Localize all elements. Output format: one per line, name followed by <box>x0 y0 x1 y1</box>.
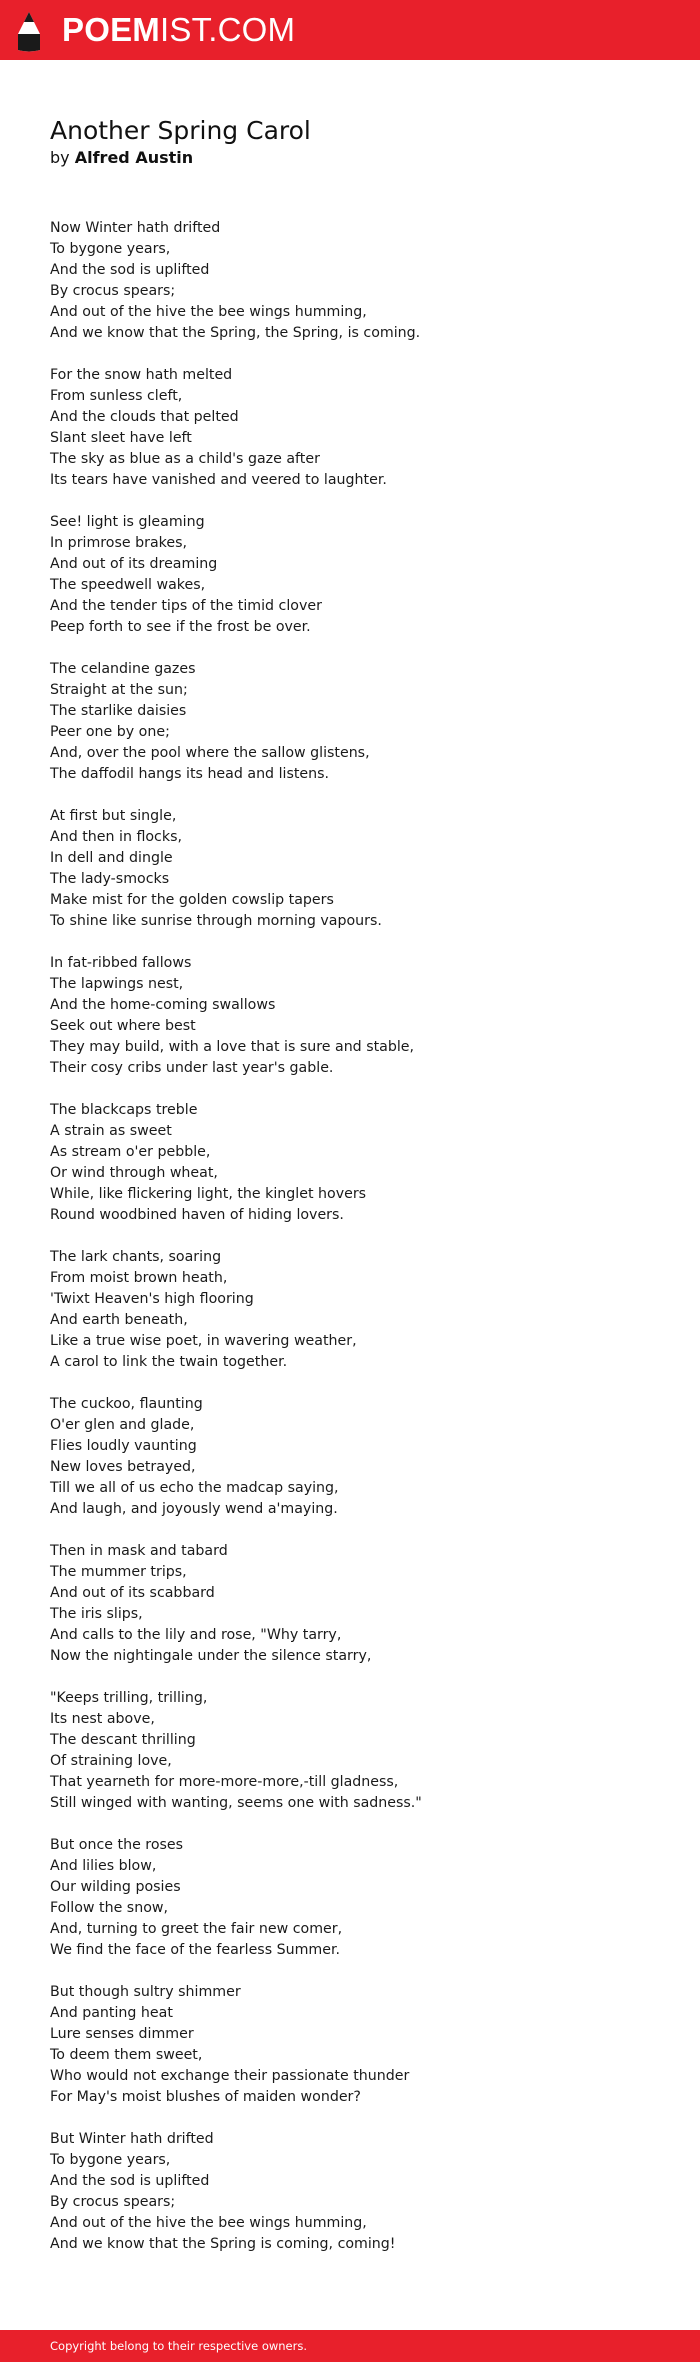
poem-line: The lapwings nest, <box>50 976 184 992</box>
poem-line: And out of its dreaming <box>50 556 218 572</box>
poem-line: Peer one by one; <box>50 724 170 740</box>
poem-line: A carol to link the twain together. <box>50 1354 288 1370</box>
poem-line: From moist brown heath, <box>50 1270 228 1286</box>
stanza <box>50 953 670 1079</box>
poem-line: And, turning to greet the fair new comer, <box>50 1921 343 1937</box>
poem-line: And out of its scabbard <box>50 1585 215 1601</box>
poem-line: The starlike daisies <box>50 703 187 719</box>
poem-line: Lure senses dimmer <box>50 2026 194 2042</box>
stanza <box>50 1982 670 2108</box>
poem-line: That yearneth for more-more-more,-till gladness, <box>50 1774 399 1790</box>
poem-line: In primrose brakes, <box>50 535 187 551</box>
poem-line: The iris slips, <box>50 1606 143 1622</box>
poem-line: We find the face of the fearless Summer. <box>50 1942 340 1958</box>
poem-line: And the tender tips of the timid clover <box>50 598 322 614</box>
poem-line: Make mist for the golden cowslip tapers <box>50 892 334 908</box>
poem-line: To deem them sweet, <box>50 2047 203 2063</box>
poem-line: The cuckoo, flaunting <box>50 1396 203 1412</box>
poem-line: And panting heat <box>50 2005 173 2021</box>
stanza <box>50 1835 670 1961</box>
poem-line: And the sod is uplifted <box>50 2173 210 2189</box>
site-footer <box>0 2330 700 2362</box>
poem-line: To bygone years, <box>50 2152 171 2168</box>
poem-line: The mummer trips, <box>50 1564 187 1580</box>
poem-title: Another Spring Carol <box>50 116 311 145</box>
author-name: Alfred Austin <box>74 148 194 167</box>
poem-line: The celandine gazes <box>50 661 196 677</box>
poem-line: In dell and dingle <box>50 850 173 866</box>
poem-line: Till we all of us echo the madcap saying, <box>50 1480 339 1496</box>
poem-line: And calls to the lily and rose, "Why tarry, <box>50 1627 342 1643</box>
poem-line: 'Twixt Heaven's high flooring <box>50 1291 254 1307</box>
poem-line: The lark chants, soaring <box>50 1249 222 1265</box>
poem-line: To shine like sunrise through morning vapours. <box>50 913 382 929</box>
poem-line: For May's moist blushes of maiden wonder? <box>50 2089 361 2105</box>
poem-line: Round woodbined haven of hiding lovers. <box>50 1207 344 1223</box>
stanza <box>50 1394 670 1520</box>
poem-line: Follow the snow, <box>50 1900 168 1916</box>
poem-line: The blackcaps treble <box>50 1102 198 1118</box>
poem-line: By crocus spears; <box>50 2194 176 2210</box>
poem-line: See! light is gleaming <box>50 514 205 530</box>
poem-line: Seek out where best <box>50 1018 196 1034</box>
poem-line: O'er glen and glade, <box>50 1417 195 1433</box>
poem-line: New loves betrayed, <box>50 1459 196 1475</box>
poem-line: Who would not exchange their passionate thunder <box>50 2068 410 2084</box>
poem-line: While, like flickering light, the kinglet hovers <box>50 1186 367 1202</box>
stanza <box>50 659 670 785</box>
poem-line: They may build, with a love that is sure and stable, <box>50 1039 415 1055</box>
poem-line: And laugh, and joyously wend a'maying. <box>50 1501 338 1517</box>
poem-line: At first but single, <box>50 808 177 824</box>
poem-line: The speedwell wakes, <box>50 577 206 593</box>
poem-line: Or wind through wheat, <box>50 1165 218 1181</box>
poem-line: Flies loudly vaunting <box>50 1438 197 1454</box>
poem-line: Now Winter hath drifted <box>50 220 221 236</box>
poem-line: The lady-smocks <box>50 871 170 887</box>
stanza <box>50 218 670 344</box>
stanza <box>50 1100 670 1226</box>
poem-line: Its tears have vanished and veered to laughter. <box>50 472 387 488</box>
poem-line: Slant sleet have left <box>50 430 192 446</box>
poem-line: Peep forth to see if the frost be over. <box>50 619 311 635</box>
logo-strong-text: POEM <box>62 11 160 48</box>
poem-line: A strain as sweet <box>50 1123 172 1139</box>
poem-line: Straight at the sun; <box>50 682 188 698</box>
pencil-tip-icon <box>16 12 42 52</box>
by-label: by <box>50 148 70 167</box>
poem-byline <box>50 147 193 169</box>
stanza <box>50 806 670 932</box>
poem-line: For the snow hath melted <box>50 367 233 383</box>
poem-line: Like a true wise poet, in wavering weather, <box>50 1333 357 1349</box>
poem-line: And earth beneath, <box>50 1312 188 1328</box>
poem-line: Then in mask and tabard <box>50 1543 228 1559</box>
poem-line: "Keeps trilling, trilling, <box>50 1690 208 1706</box>
poem-line: And the home-coming swallows <box>50 997 276 1013</box>
poem-line: In fat-ribbed fallows <box>50 955 192 971</box>
poem-line: But though sultry shimmer <box>50 1984 241 2000</box>
poem-line: And lilies blow, <box>50 1858 157 1874</box>
poem-line: Our wilding posies <box>50 1879 181 1895</box>
poem-line: And the sod is uplifted <box>50 262 210 278</box>
site-header <box>0 0 700 60</box>
poem-line: The sky as blue as a child's gaze after <box>50 451 320 467</box>
poem-line: From sunless cleft, <box>50 388 183 404</box>
stanza <box>50 1541 670 1667</box>
poem-line: But once the roses <box>50 1837 184 1853</box>
poem-line: Its nest above, <box>50 1711 155 1727</box>
stanza <box>50 1247 670 1373</box>
stanza <box>50 1688 670 1814</box>
stanza <box>50 365 670 491</box>
poem-line: And we know that the Spring, the Spring, is coming. <box>50 325 421 341</box>
poem-line: Now the nightingale under the silence starry, <box>50 1648 372 1664</box>
poem-line: And then in flocks, <box>50 829 182 845</box>
poem-line: And out of the hive the bee wings humming, <box>50 304 367 320</box>
poem-line: Of straining love, <box>50 1753 172 1769</box>
poem-line: To bygone years, <box>50 241 171 257</box>
poem-line: Still winged with wanting, seems one with sadness." <box>50 1795 422 1811</box>
poem-line: The descant thrilling <box>50 1732 196 1748</box>
stanza <box>50 2129 670 2255</box>
site-logo-link[interactable] <box>62 10 295 50</box>
poem-body <box>50 218 670 2276</box>
logo-light-text: IST.COM <box>159 11 296 48</box>
poem-line: Their cosy cribs under last year's gable. <box>50 1060 334 1076</box>
poem-line: And out of the hive the bee wings humming, <box>50 2215 367 2231</box>
poem-line: And we know that the Spring is coming, coming! <box>50 2236 396 2252</box>
copyright-text: Copyright belong to their respective owners. <box>50 2339 308 2353</box>
poem-line: And the clouds that pelted <box>50 409 239 425</box>
poem-line: But Winter hath drifted <box>50 2131 214 2147</box>
poem-line: And, over the pool where the sallow glistens, <box>50 745 370 761</box>
poem-line: The daffodil hangs its head and listens. <box>50 766 330 782</box>
poem-line: By crocus spears; <box>50 283 176 299</box>
poem-line: As stream o'er pebble, <box>50 1144 211 1160</box>
stanza <box>50 512 670 638</box>
